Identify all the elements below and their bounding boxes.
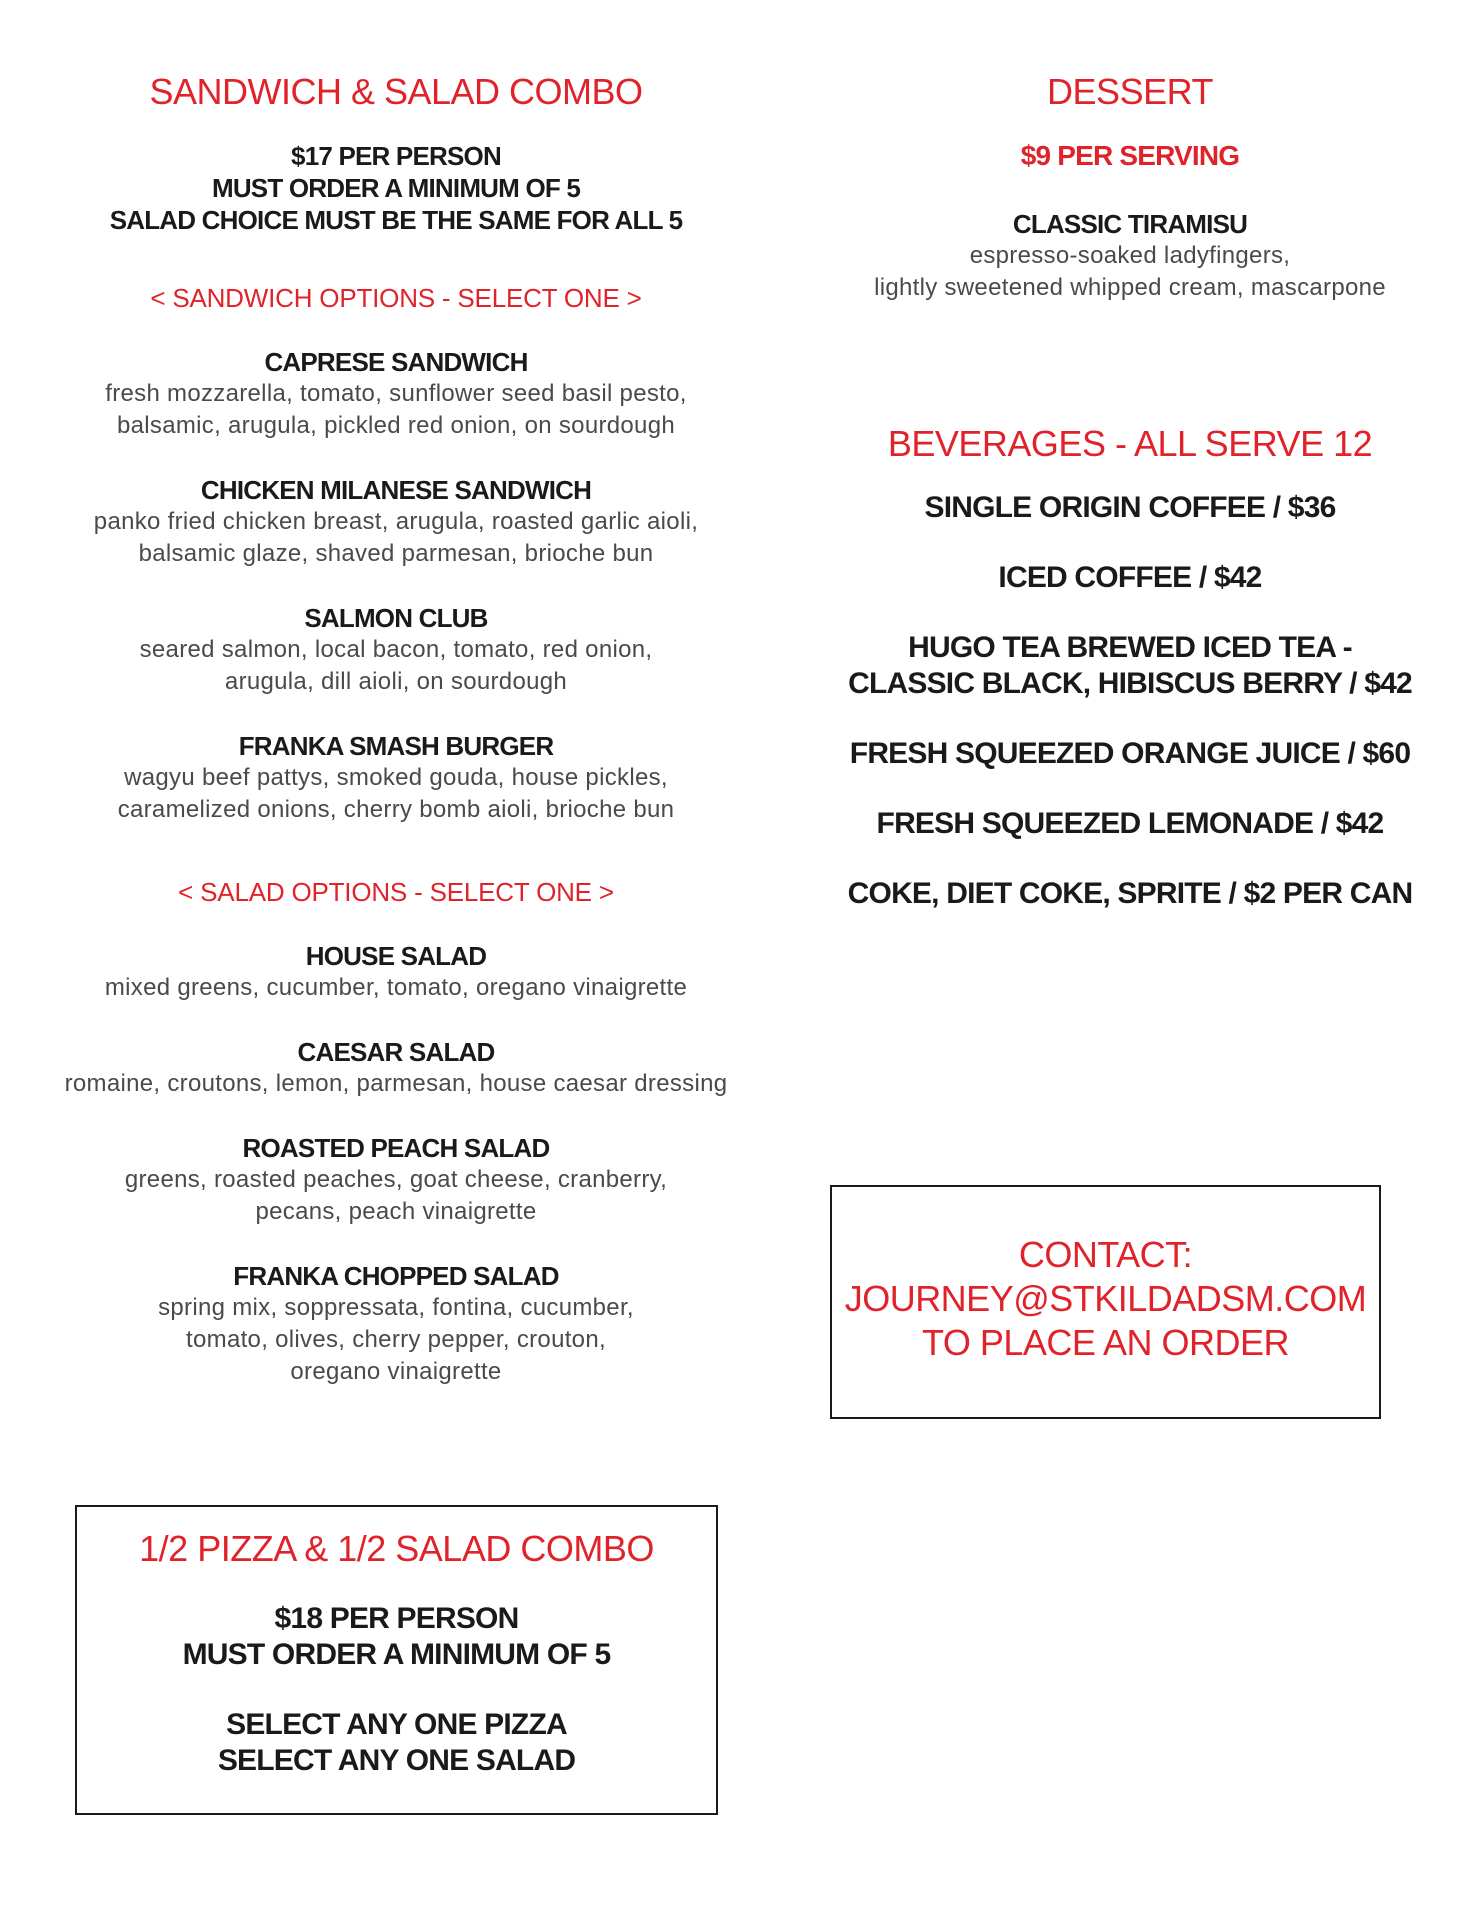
sandwich-salad-combo-section [30,0,762,1388]
salad-options-label: < SALAD OPTIONS - SELECT ONE > [178,877,614,907]
menu-item [30,1260,762,1388]
item-name: CAPRESE SANDWICH [264,347,528,377]
sandwich-options-label: < SANDWICH OPTIONS - SELECT ONE > [150,283,642,313]
item-desc: tomato, olives, cherry pepper, crouton, [186,1326,606,1353]
contact-email[interactable]: JOURNEY@STKILDADSM.COM [844,1278,1367,1319]
item-name: HOUSE SALAD [305,941,487,971]
item-desc: wagyu beef pattys, smoked gouda, house pickles, [124,764,668,791]
item-desc: panko fried chicken breast, arugula, roasted garlic aioli, [93,508,699,535]
item-desc: greens, roasted peaches, goat cheese, cranberry, [124,1166,668,1193]
pizza-combo-box [75,1505,718,1815]
item-name: ROASTED PEACH SALAD [242,1133,550,1163]
beverage-item: ICED COFFEE / $42 [998,561,1262,594]
item-desc: balsamic, arugula, pickled red onion, on sourdough [116,412,675,439]
sandwich-list [30,346,762,826]
combo-title: SANDWICH & SALAD COMBO [149,71,643,112]
item-name: SALMON CLUB [304,603,488,633]
beverage-item: FRESH SQUEEZED ORANGE JUICE / $60 [849,737,1411,770]
item-desc: romaine, croutons, lemon, parmesan, house caesar dressing [64,1070,728,1097]
right-column [810,0,1450,912]
beverages-title: BEVERAGES - ALL SERVE 12 [887,423,1373,464]
item-desc: fresh mozzarella, tomato, sunflower seed basil pesto, [105,380,687,407]
contact-label: CONTACT: [1018,1234,1193,1275]
contact-box [830,1185,1381,1419]
item-desc: seared salmon, local bacon, tomato, red onion, [139,636,653,663]
menu-item [30,730,762,826]
beverage-item [810,630,1450,702]
beverage-item-line: HUGO TEA BREWED ICED TEA - [908,631,1352,664]
menu-item [30,1132,762,1228]
item-desc: caramelized onions, cherry bomb aioli, brioche bun [117,796,675,823]
combo-price: $17 PER PERSON [291,141,501,171]
menu-item [30,602,762,698]
dessert-title: DESSERT [1047,71,1213,112]
item-desc: balsamic glaze, shaved parmesan, brioche bun [138,540,654,567]
menu-item [30,1036,762,1100]
contact-content [832,1233,1379,1365]
pizza-combo-minimum: MUST ORDER A MINIMUM OF 5 [182,1638,611,1671]
menu-item [30,474,762,570]
item-name: CAESAR SALAD [297,1037,495,1067]
pizza-combo-price: $18 PER PERSON [274,1602,519,1635]
beverage-list [810,490,1450,912]
item-name: CHICKEN MILANESE SANDWICH [200,475,592,505]
item-desc: mixed greens, cucumber, tomato, oregano vinaigrette [104,974,688,1001]
dessert-item [810,208,1450,304]
pizza-combo-pizza: SELECT ANY ONE PIZZA [226,1708,567,1741]
item-desc: spring mix, soppressata, fontina, cucumber, [158,1294,634,1321]
item-name: CLASSIC TIRAMISU [1012,209,1248,239]
item-desc: espresso-soaked ladyfingers, [969,242,1291,269]
combo-minimum: MUST ORDER A MINIMUM OF 5 [211,173,581,203]
pizza-combo-details [77,1601,716,1779]
salad-list [30,940,762,1388]
beverage-item: SINGLE ORIGIN COFFEE / $36 [924,491,1336,524]
contact-cta: TO PLACE AN ORDER [922,1322,1289,1363]
item-name: FRANKA CHOPPED SALAD [233,1261,559,1291]
item-desc: arugula, dill aioli, on sourdough [224,668,568,695]
item-name: FRANKA SMASH BURGER [238,731,554,761]
item-desc: lightly sweetened whipped cream, mascarpone [874,274,1386,301]
item-desc: oregano vinaigrette [290,1358,502,1385]
item-desc: pecans, peach vinaigrette [255,1198,537,1225]
menu-item [30,940,762,1004]
combo-details [30,140,762,236]
beverage-item: COKE, DIET COKE, SPRITE / $2 PER CAN [847,877,1413,910]
menu-item [30,346,762,442]
pizza-combo-salad: SELECT ANY ONE SALAD [217,1744,576,1777]
beverage-item: FRESH SQUEEZED LEMONADE / $42 [876,807,1384,840]
dessert-price: $9 PER SERVING [1020,140,1240,171]
pizza-combo-title: 1/2 PIZZA & 1/2 SALAD COMBO [139,1528,654,1569]
beverage-item-line: CLASSIC BLACK, HIBISCUS BERRY / $42 [848,667,1412,700]
combo-rule: SALAD CHOICE MUST BE THE SAME FOR ALL 5 [109,205,683,235]
